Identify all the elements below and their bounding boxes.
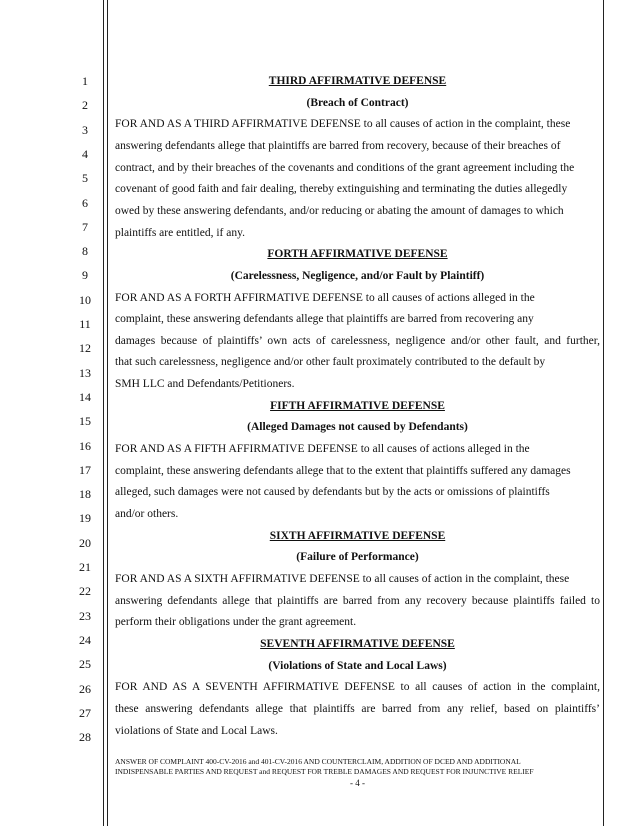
section-heading: SIXTH AFFIRMATIVE DEFENSE [269, 529, 446, 542]
left-margin-rule-inner [107, 0, 108, 826]
section-heading: THIRD AFFIRMATIVE DEFENSE [268, 75, 447, 87]
paragraph-line: FOR AND AS A SIXTH AFFIRMATIVE DEFENSE to all causes of action in the complaint, these [115, 572, 570, 585]
line-number: 18 [79, 487, 91, 502]
line-number: 11 [79, 317, 91, 331]
paragraph-line: SMH LLC and Defendants/Petitioners. [115, 378, 295, 391]
line-number: 1 [82, 74, 88, 88]
document-footer [115, 757, 600, 777]
paragraph-line: complaint, these answering defendants allege that plaintiffs are barred from recovering any [115, 313, 534, 326]
line-number: 25 [79, 657, 91, 672]
line-number: 27 [79, 705, 91, 720]
line-number: 15 [79, 414, 91, 429]
line-number: 5 [82, 171, 88, 186]
paragraph-line: these answering defendants allege that plaintiffs are barred from any relief, based on plaintiffs’ [115, 702, 600, 715]
line-number: 14 [79, 389, 91, 404]
paragraph-line: violations of State and Local Laws. [115, 724, 278, 737]
line-number: 8 [82, 244, 88, 259]
paragraph-line: contract, and by their breaches of the covenants and conditions of the grant agreement including the [115, 161, 575, 174]
paragraph-line: owed by these answering defendants, and/or reducing or abating the amount of damages to which [115, 204, 564, 217]
section-heading: SEVENTH AFFIRMATIVE DEFENSE [260, 637, 455, 650]
line-number: 24 [79, 632, 91, 647]
paragraph-line: perform their obligations under the grant agreement. [115, 616, 357, 629]
line-number: 16 [79, 438, 91, 453]
line-number: 22 [79, 584, 91, 599]
line-number: 9 [82, 268, 88, 283]
line-number: 28 [79, 730, 91, 745]
paragraph-line: FOR AND AS A THIRD AFFIRMATIVE DEFENSE to all causes of action in the complaint, these [115, 118, 571, 131]
line-number: 7 [82, 219, 88, 234]
section-subheading: (Breach of Contract) [306, 96, 409, 109]
paragraph-line: that such carelessness, negligence and/or other fault proximately contributed to the default by [115, 356, 546, 369]
line-number: 10 [79, 292, 91, 307]
paragraph-line: answering defendants allege that plaintiffs are barred from recovery, because of their breaches of [115, 139, 561, 152]
paragraph-line: FOR AND AS A SEVENTH AFFIRMATIVE DEFENSE to all causes of action in the complaint, [115, 681, 600, 694]
line-number: 17 [79, 462, 91, 477]
line-number: 4 [82, 146, 88, 161]
section-heading: FIFTH AFFIRMATIVE DEFENSE [270, 399, 445, 412]
paragraph-line: plaintiffs are entitled, if any. [115, 226, 245, 239]
line-number: 26 [79, 681, 91, 696]
paragraph-line: FOR AND AS A FIFTH AFFIRMATIVE DEFENSE to all causes of actions alleged in the [115, 443, 530, 456]
line-number: 19 [79, 511, 91, 526]
line-number: 2 [82, 98, 88, 113]
paragraph-line: and/or others. [115, 508, 179, 520]
line-number: 3 [82, 122, 88, 137]
paragraph-line: complaint, these answering defendants allege that to the extent that plaintiffs suffered any damages [115, 464, 571, 477]
line-number: 23 [79, 608, 91, 623]
page-number: - 4 - [350, 778, 365, 788]
paragraph-line: answering defendants allege that plaintiffs are barred from any recovery because plaintiffs failed to [115, 594, 600, 607]
footer-caption-line-2: INDISPENSABLE PARTIES AND REQUEST and REQUEST FOR TREBLE DAMAGES AND REQUEST FOR INJUNCTIVE RELIEF [115, 767, 534, 776]
section-subheading: (Carelessness, Negligence, and/or Fault by Plaintiff) [230, 269, 485, 282]
section-subheading: (Failure of Performance) [296, 551, 419, 564]
footer-caption-line-1: ANSWER OF COMPLAINT 400-CV-2016 and 401-CV-2016 AND COUNTERCLAIM, ADDITION OF DCED AND ADDITIONAL [115, 757, 521, 766]
line-number: 12 [79, 341, 91, 356]
paragraph-line: damages because of plaintiffs’ own acts of carelessness, negligence and/or other fault, and further, [115, 334, 600, 347]
line-number: 6 [82, 195, 88, 210]
line-number: 13 [79, 365, 91, 380]
left-margin-rule [103, 0, 104, 826]
paragraph-line: covenant of good faith and fair dealing, thereby extinguishing and terminating the duties allegedly [115, 183, 568, 196]
paragraph-line: FOR AND AS A FORTH AFFIRMATIVE DEFENSE to all causes of actions alleged in the [115, 291, 535, 304]
line-number: 21 [79, 560, 91, 574]
section-heading: FORTH AFFIRMATIVE DEFENSE [267, 248, 448, 261]
section-subheading: (Alleged Damages not caused by Defendants) [247, 421, 468, 434]
paragraph-line: alleged, such damages were not caused by defendants but by the acts or omissions of plaintiffs [115, 486, 550, 499]
line-number: 20 [79, 535, 91, 550]
right-margin-rule [603, 0, 604, 826]
section-subheading: (Violations of State and Local Laws) [268, 659, 447, 672]
